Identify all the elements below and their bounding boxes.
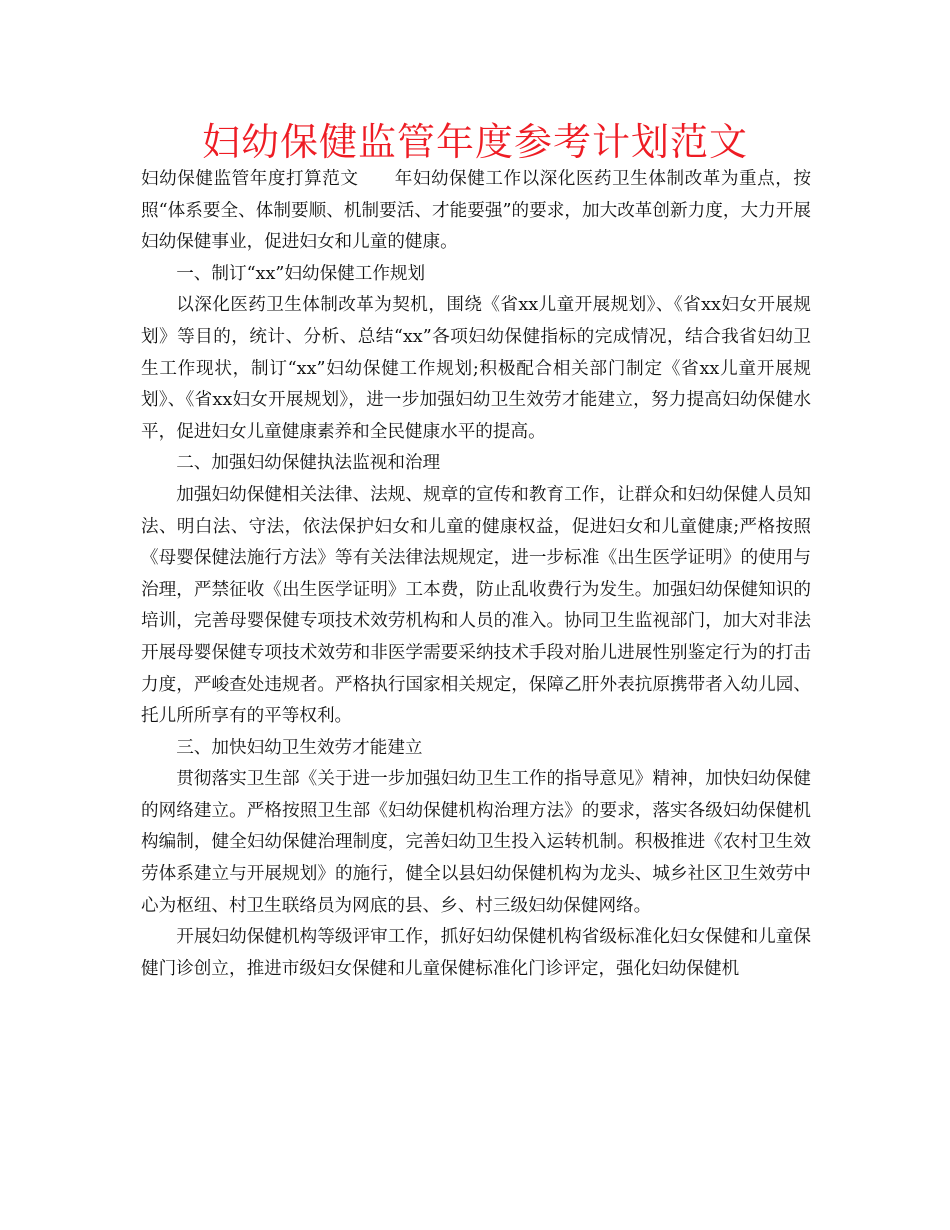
document-title: 妇幼保健监管年度参考计划范文 bbox=[201, 120, 748, 164]
section-heading-2: 二、加强妇幼保健执法监视和治理 bbox=[176, 453, 441, 474]
section-2-paragraph: 加强妇幼保健相关法律、法规、规章的宣传和教育工作，让群众和妇幼保健人员知法、明白法、守法，依法保护妇女和儿童的健康权益，促进妇女和儿童健康;严格按照《母婴保健法施行方法》等有关法律法规规定，进一步标准《出生医学证明》的使用与治理，严禁征收《出生医学证明》工本费，防止乱收费行为发生。加强妇幼保健知识的培训，完善母婴保健专项技术效劳机构和人员的准入。协同卫生监视部门，加大对非法开展母婴保健专项技术效劳和非医学需要采纳技术手段对胎儿进展性别鉴定行为的打击力度，严峻查处违规者。严格执行国家相关规定，保障乙肝外表抗原携带者入幼儿园、托儿所所享有的平等权利。 bbox=[141, 484, 811, 727]
section-3-paragraph: 贯彻落实卫生部《关于进一步加强妇幼卫生工作的指导意见》精神，加快妇幼保健的网络建立。严格按照卫生部《妇幼保健机构治理方法》的要求，落实各级妇幼保健机构编制，健全妇幼保健治理制度，完善妇幼卫生投入运转机制。积极推进《农村卫生效劳体系建立与开展规划》的施行，健全以县妇幼保健机构为龙头、城乡社区卫生效劳中心为枢纽、村卫生联络员为网底的县、乡、村三级妇幼保健网络。 bbox=[141, 769, 811, 916]
section-3-paragraph-continued: 开展妇幼保健机构等级评审工作，抓好妇幼保健机构省级标准化妇女保健和儿童保健门诊创立，推进市级妇女保健和儿童保健标准化门诊评定，强化妇幼保健机 bbox=[141, 927, 811, 979]
section-heading-1: 一、制订“xx”妇幼保健工作规划 bbox=[176, 263, 426, 284]
document-body bbox=[141, 164, 811, 985]
section-1-paragraph: 以深化医药卫生体制改革为契机，围绕《省xx儿童开展规划》、《省xx妇女开展规划》等目的，统计、分析、总结“xx”各项妇幼保健指标的完成情况，结合我省妇幼卫生工作现状，制订“xx”妇幼保健工作规划;积极配合相关部门制定《省xx儿童开展规划》、《省xx妇女开展规划》，进一步加强妇幼卫生效劳才能建立，努力提高妇幼保健水平，促进妇女儿童健康素养和全民健康水平的提高。 bbox=[141, 295, 811, 442]
intro-paragraph: 妇幼保健监管年度打算范文 年妇幼保健工作以深化医药卫生体制改革为重点，按照“体系要全、体制要顺、机制要活、才能要强”的要求，加大改革创新力度，大力开展妇幼保健事业，促进妇女和儿童的健康。 bbox=[141, 169, 811, 253]
section-heading-3: 三、加快妇幼卫生效劳才能建立 bbox=[176, 737, 423, 758]
